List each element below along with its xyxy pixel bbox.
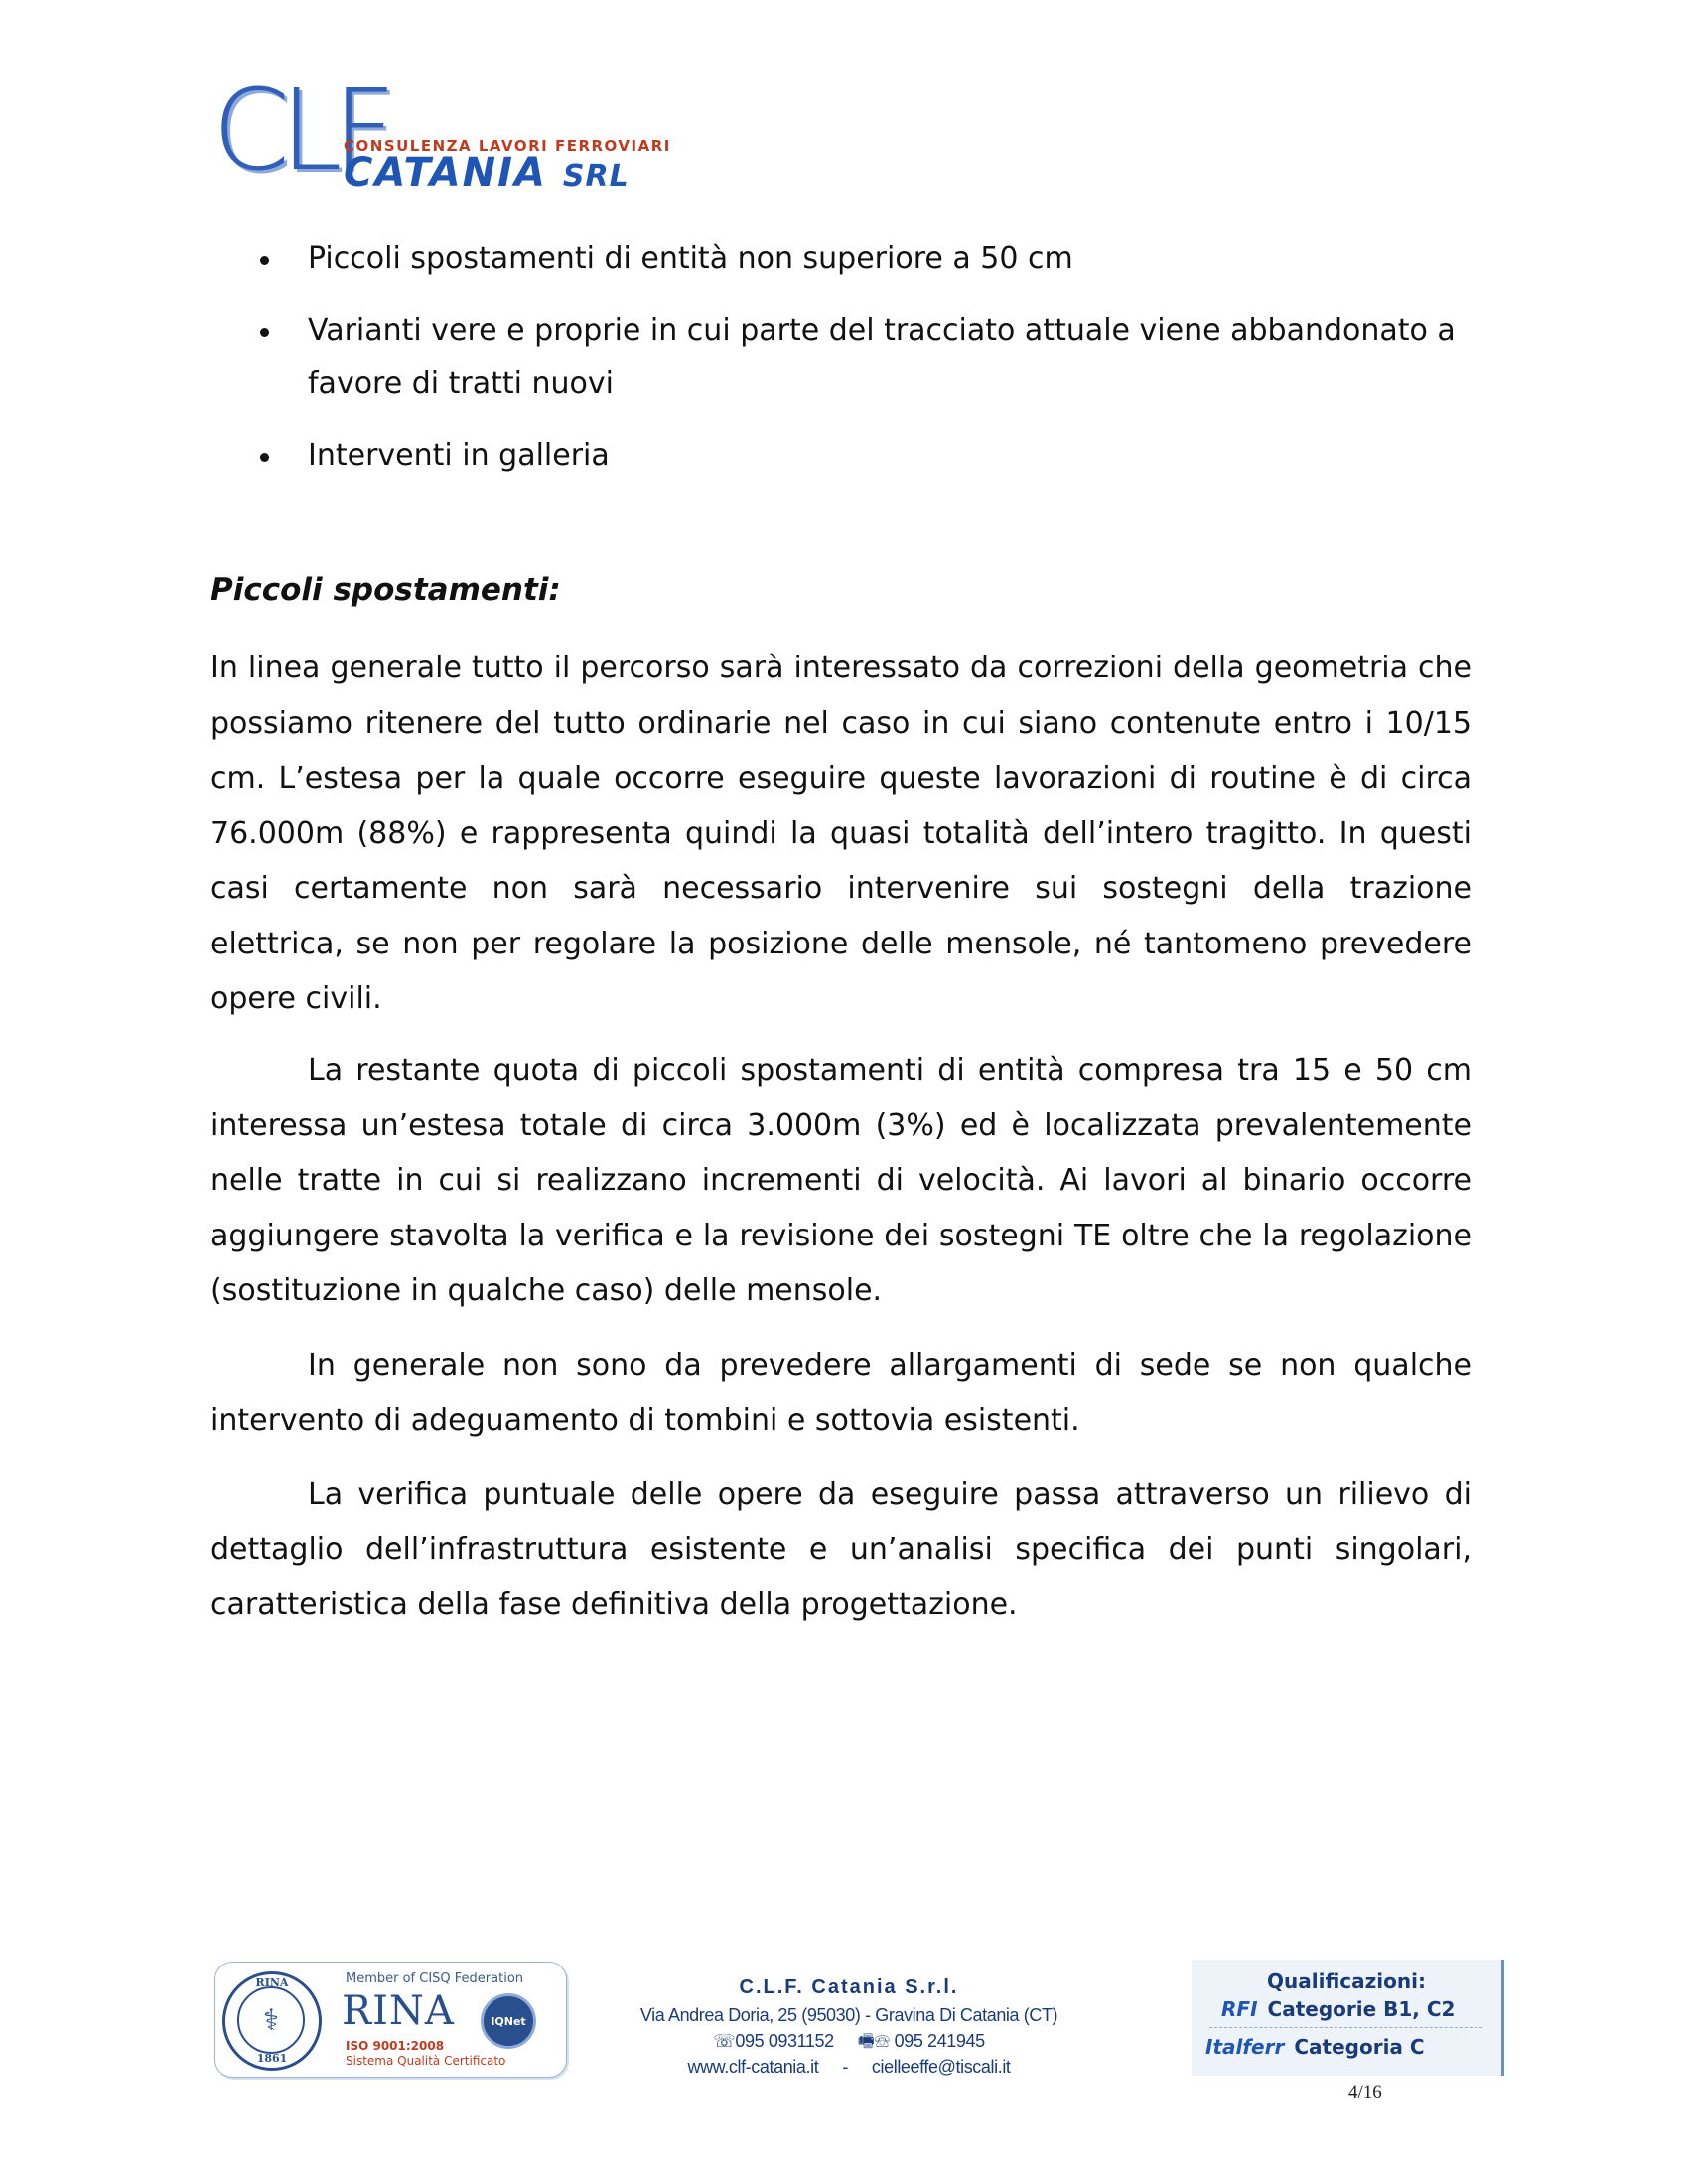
body-paragraph: La restante quota di piccoli spostamenti di entità compresa tra 15 e 50 cm interessa un’estesa totale di circa 3.000m (3%) ed è localizzata prevalentemente nelle tratte in cui si realizzano incrementi di velocità. Ai lavori al binario occorre aggiungere stavolta la verifica e la revisione dei sostegni TE oltre che la regolazione (sostituzione in qualche caso) delle mensole.	[211, 1053, 1472, 1308]
company-email-link[interactable]: cielleeffe@tiscali.it	[871, 2057, 1011, 2077]
company-fax: 🖷☏ 095 241945	[857, 2031, 985, 2051]
body-paragraph: La verifica puntuale delle opere da eseguire passa attraverso un rilievo di dettaglio dell’infrastruttura esistente e un’analisi specifica dei punti singolari, caratteristica della fase definitiva della progettazione.	[211, 1477, 1472, 1622]
section-heading: Piccoli spostamenti:	[211, 572, 561, 608]
bullet-item	[211, 429, 1472, 483]
rina-seal-year: 1861	[256, 2052, 288, 2065]
bullet-item	[211, 232, 1472, 286]
logo-tagline: CONSULENZA LAVORI FERROVIARI	[344, 137, 671, 155]
rina-iso-standard: ISO 9001:2008	[346, 2039, 445, 2053]
rfi-value: Categorie B1, C2	[1267, 1997, 1456, 2021]
rfi-label: RFI	[1221, 1997, 1258, 2021]
company-website-link[interactable]: www.clf-catania.it	[687, 2057, 819, 2077]
caduceus-icon: ⚕	[237, 1986, 305, 2054]
logo-name-suffix: SRL	[562, 159, 630, 194]
iqnet-logo-icon: IQNet	[481, 1993, 536, 2049]
company-logo	[212, 67, 679, 205]
rina-member-text: Member of CISQ Federation	[346, 1971, 524, 1986]
company-separator: -	[842, 2057, 848, 2077]
rina-certification-badge	[214, 1962, 567, 2078]
italferr-value: Categoria C	[1294, 2035, 1425, 2059]
company-name: C.L.F. Catania S.r.l.	[739, 1976, 959, 1998]
qualifications-title: Qualificazioni:	[1267, 1969, 1426, 1993]
company-contact-block	[596, 1972, 1102, 2080]
bullet-text: Varianti vere e proprie in cui parte del tracciato attuale viene abbandonato a favore di tratti nuovi	[308, 313, 1456, 401]
bullet-item	[211, 304, 1472, 411]
page-number: 4/16	[1348, 2082, 1382, 2103]
logo-name-main: CATANIA	[344, 150, 547, 196]
company-phone: ☏095 0931152	[713, 2031, 834, 2051]
body-paragraph: In linea generale tutto il percorso sarà interessato da correzioni della geometria che possiamo ritenere del tutto ordinarie nel caso in cui siano contenute entro i 10/15 cm. L’estesa per la quale occorre eseguire queste lavorazioni di routine è di circa 76.000m (88%) e rappresenta quindi la quasi totalità dell’intero tragitto. In questi casi certamente non sarà necessario intervenire sui sostegni della trazione elettrica, se non per regolare la posizione delle mensole, né tantomeno prevedere opere civili.	[211, 651, 1472, 1016]
bullet-text: Piccoli spostamenti di entità non superiore a 50 cm	[308, 241, 1073, 276]
bullet-dot-icon	[260, 256, 269, 265]
bullet-dot-icon	[260, 453, 269, 462]
qualifications-divider	[1209, 2027, 1482, 2028]
italferr-label: Italferr	[1205, 2035, 1285, 2059]
rfi-qualification	[1221, 1997, 1455, 2021]
rina-seal-icon	[222, 1971, 322, 2071]
bullet-dot-icon	[260, 328, 269, 337]
company-web-line	[596, 2054, 1102, 2080]
qualifications-box	[1192, 1960, 1504, 2076]
rina-name: RINA	[342, 1988, 455, 2034]
italferr-qualification	[1205, 2035, 1425, 2059]
body-paragraph: In generale non sono da prevedere allargamenti di sede se non qualche intervento di adeguamento di tombini e sottovia esistenti.	[211, 1348, 1472, 1438]
company-phones	[596, 2028, 1102, 2054]
logo-initials: CLF	[212, 67, 387, 196]
logo-name	[344, 150, 630, 196]
rina-system-text: Sistema Qualità Certificato	[346, 2054, 506, 2068]
company-address: Via Andrea Doria, 25 (95030) - Gravina Di Catania (CT)	[639, 2005, 1058, 2025]
bullet-text: Interventi in galleria	[308, 438, 610, 473]
bullet-list	[211, 232, 1472, 501]
rina-seal-top-text: RINA	[255, 1976, 289, 1989]
